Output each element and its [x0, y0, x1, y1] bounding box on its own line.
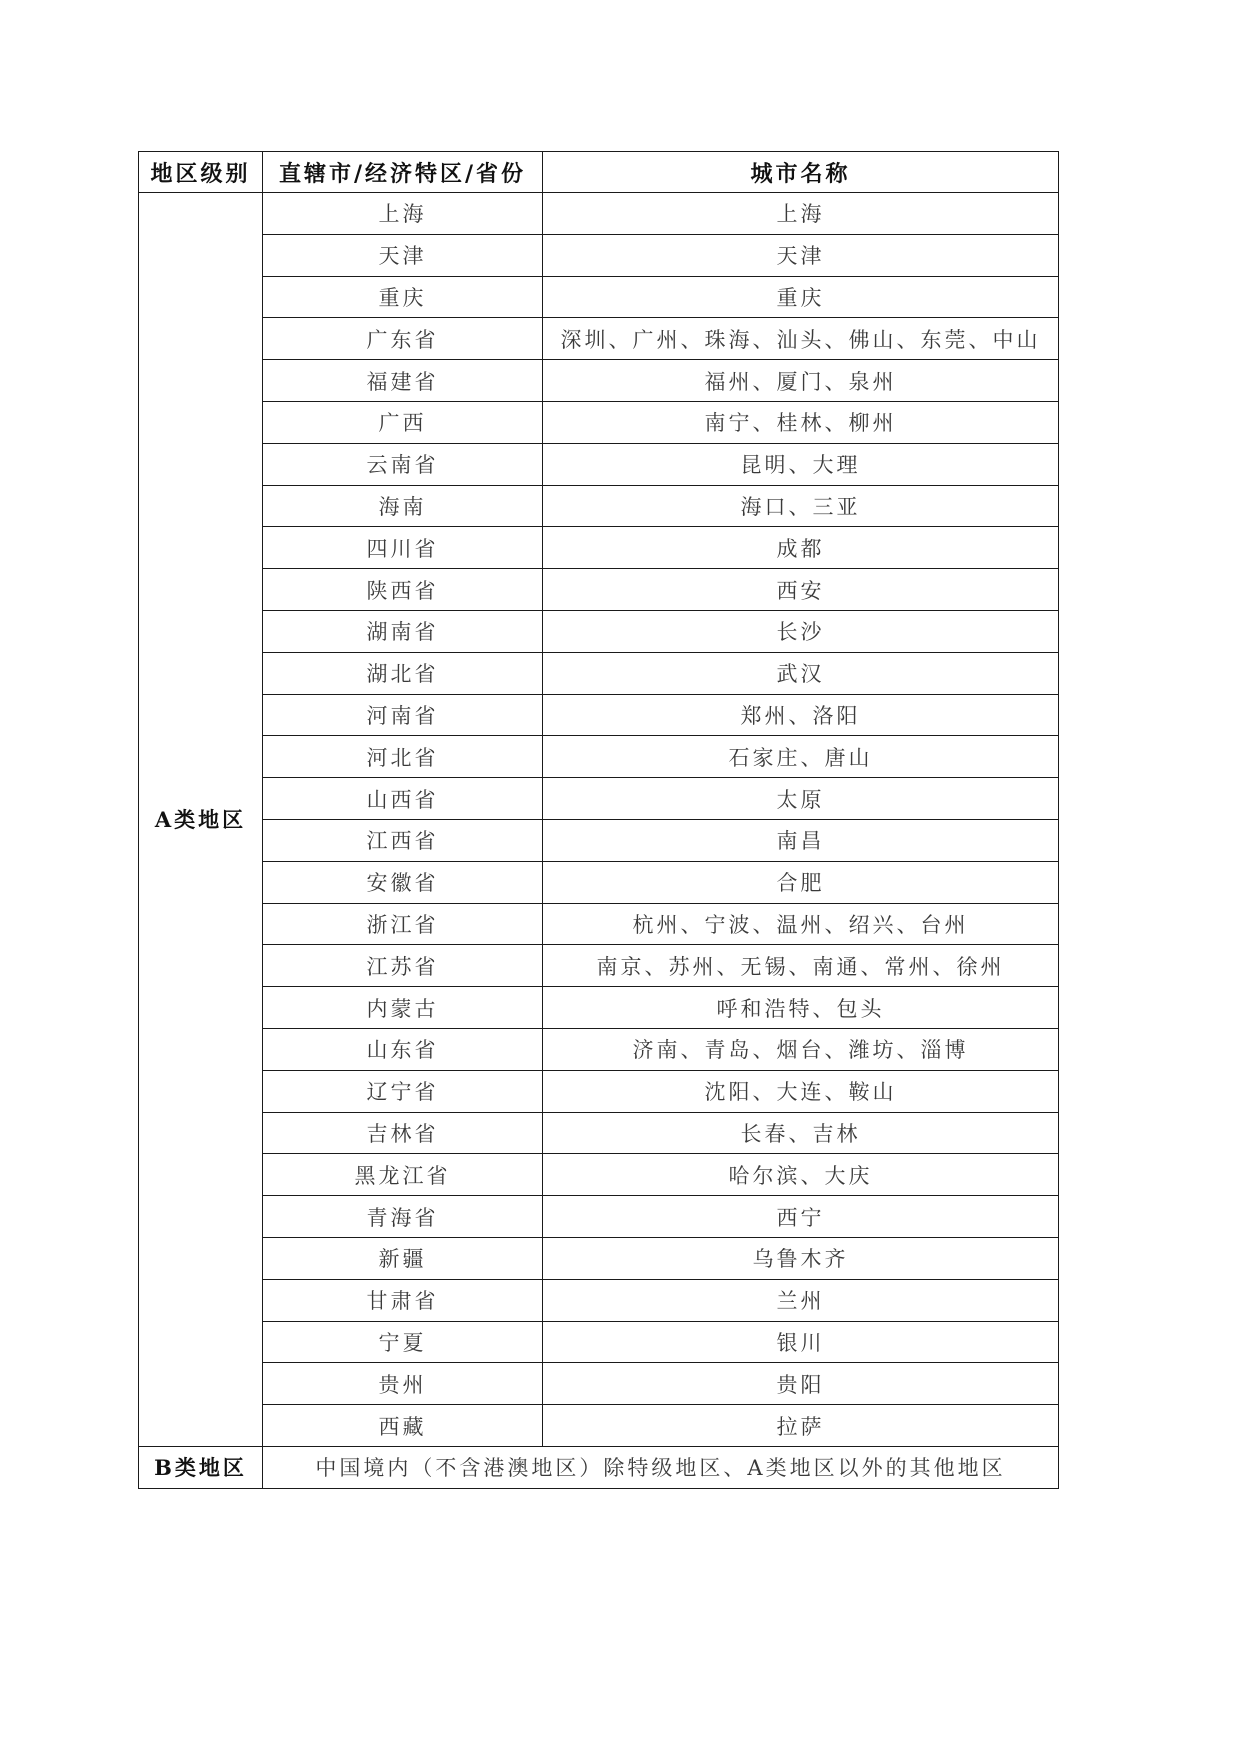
- province-cell: 内蒙古: [263, 987, 543, 1029]
- province-cell: 陕西省: [263, 569, 543, 611]
- table-body: [139, 193, 1059, 1489]
- city-names-cell: 西宁: [543, 1196, 1059, 1238]
- table-row: [139, 1070, 1059, 1112]
- table-row: [139, 778, 1059, 820]
- province-cell: 上海: [263, 193, 543, 235]
- province-cell: 广西: [263, 401, 543, 443]
- province-cell: 浙江省: [263, 903, 543, 945]
- province-cell: 海南: [263, 485, 543, 527]
- header-city-names: 城市名称: [543, 152, 1059, 193]
- city-names-cell: 福州、厦门、泉州: [543, 360, 1059, 402]
- city-names-cell: 呼和浩特、包头: [543, 987, 1059, 1029]
- city-names-cell: 郑州、洛阳: [543, 694, 1059, 736]
- city-names-cell: 武汉: [543, 652, 1059, 694]
- table-row: [139, 1196, 1059, 1238]
- table-row: [139, 276, 1059, 318]
- table-row: [139, 569, 1059, 611]
- province-cell: 江西省: [263, 819, 543, 861]
- table-row: [139, 318, 1059, 360]
- province-cell: 黑龙江省: [263, 1154, 543, 1196]
- city-names-cell: 南京、苏州、无锡、南通、常州、徐州: [543, 945, 1059, 987]
- city-names-cell: 深圳、广州、珠海、汕头、佛山、东莞、中山: [543, 318, 1059, 360]
- region-level-a: A类地区: [139, 193, 263, 1447]
- city-names-cell: 西安: [543, 569, 1059, 611]
- province-cell: 湖南省: [263, 610, 543, 652]
- city-names-cell: 昆明、大理: [543, 443, 1059, 485]
- table-row: [139, 234, 1059, 276]
- city-names-cell: 南宁、桂林、柳州: [543, 401, 1059, 443]
- header-province: 直辖市/经济特区/省份: [263, 152, 543, 193]
- province-cell: 新疆: [263, 1237, 543, 1279]
- province-cell: 四川省: [263, 527, 543, 569]
- city-names-cell: 乌鲁木齐: [543, 1237, 1059, 1279]
- table-row: [139, 1237, 1059, 1279]
- table-row: [139, 1405, 1059, 1447]
- province-cell: 辽宁省: [263, 1070, 543, 1112]
- table-row: [139, 401, 1059, 443]
- city-names-cell: 兰州: [543, 1279, 1059, 1321]
- province-cell: 吉林省: [263, 1112, 543, 1154]
- city-names-cell: 合肥: [543, 861, 1059, 903]
- province-cell: 云南省: [263, 443, 543, 485]
- province-cell: 江苏省: [263, 945, 543, 987]
- table-row: [139, 1363, 1059, 1405]
- city-names-cell: 贵阳: [543, 1363, 1059, 1405]
- city-names-cell: 成都: [543, 527, 1059, 569]
- city-names-cell: 银川: [543, 1321, 1059, 1363]
- table-row: [139, 1321, 1059, 1363]
- header-region-level: 地区级别: [139, 152, 263, 193]
- table-row: [139, 443, 1059, 485]
- table-row: [139, 987, 1059, 1029]
- table-row: [139, 360, 1059, 402]
- table-row: [139, 1112, 1059, 1154]
- table-row: [139, 819, 1059, 861]
- city-names-cell: 济南、青岛、烟台、潍坊、淄博: [543, 1028, 1059, 1070]
- city-names-cell: 拉萨: [543, 1405, 1059, 1447]
- table-header-row: [139, 152, 1059, 193]
- province-cell: 山西省: [263, 778, 543, 820]
- city-names-cell: 太原: [543, 778, 1059, 820]
- city-names-cell: 石家庄、唐山: [543, 736, 1059, 778]
- province-cell: 安徽省: [263, 861, 543, 903]
- table-row: [139, 1154, 1059, 1196]
- table-row: [139, 1028, 1059, 1070]
- table-row: [139, 527, 1059, 569]
- province-cell: 贵州: [263, 1363, 543, 1405]
- table-row: [139, 736, 1059, 778]
- province-cell: 宁夏: [263, 1321, 543, 1363]
- table-row: [139, 610, 1059, 652]
- table-row: [139, 694, 1059, 736]
- table-row: [139, 945, 1059, 987]
- city-names-cell: 重庆: [543, 276, 1059, 318]
- province-cell: 青海省: [263, 1196, 543, 1238]
- table-row: [139, 903, 1059, 945]
- table-row: [139, 485, 1059, 527]
- table-row: [139, 1279, 1059, 1321]
- province-cell: 山东省: [263, 1028, 543, 1070]
- region-level-b: B类地区: [139, 1446, 263, 1488]
- province-cell: 重庆: [263, 276, 543, 318]
- province-cell: 天津: [263, 234, 543, 276]
- city-names-cell: 长沙: [543, 610, 1059, 652]
- province-cell: 西藏: [263, 1405, 543, 1447]
- city-names-cell: 上海: [543, 193, 1059, 235]
- region-classification-table: [138, 151, 1059, 1489]
- city-names-cell: 海口、三亚: [543, 485, 1059, 527]
- province-cell: 广东省: [263, 318, 543, 360]
- table-row: [139, 193, 1059, 235]
- city-names-cell: 长春、吉林: [543, 1112, 1059, 1154]
- province-cell: 福建省: [263, 360, 543, 402]
- table-row: [139, 861, 1059, 903]
- table-row: [139, 652, 1059, 694]
- table-row-b: [139, 1446, 1059, 1488]
- city-names-cell: 南昌: [543, 819, 1059, 861]
- province-cell: 湖北省: [263, 652, 543, 694]
- city-names-cell: 杭州、宁波、温州、绍兴、台州: [543, 903, 1059, 945]
- province-cell: 甘肃省: [263, 1279, 543, 1321]
- region-b-description: 中国境内（不含港澳地区）除特级地区、A类地区以外的其他地区: [263, 1446, 1059, 1488]
- city-names-cell: 哈尔滨、大庆: [543, 1154, 1059, 1196]
- city-names-cell: 沈阳、大连、鞍山: [543, 1070, 1059, 1112]
- city-names-cell: 天津: [543, 234, 1059, 276]
- province-cell: 河北省: [263, 736, 543, 778]
- province-cell: 河南省: [263, 694, 543, 736]
